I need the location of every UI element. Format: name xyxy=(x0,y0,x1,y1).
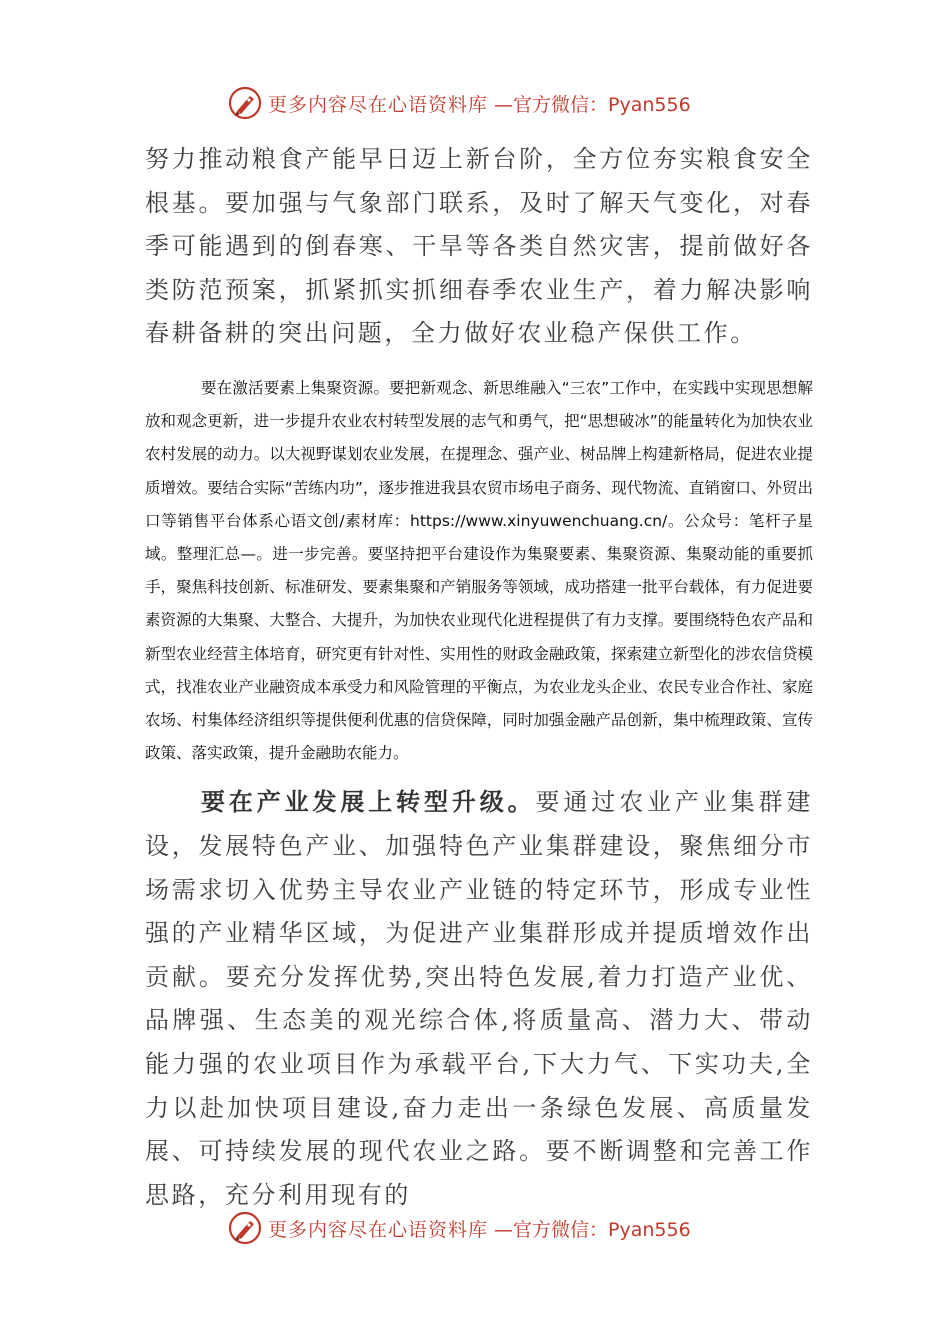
paragraph-body-text: 要通过农业产业集群建设，发展特色产业、加强特色产业集群建设，聚焦细分市场需求切入优势主导农业产业链的特定环节，形成专业性强的产业精华区域，为促进产业集群形成并提质增效作出贡献。要充分发挥优势,突出特色发展,着力打造产业优、品牌强、生态美的观光综合体,将质量高、潜力大、带动能力强的农业项目作为承载平台,下大力气、下实功夫,全力以赴加快项目建设,奋力走出一条绿色发展、高质量发展、可持续发展的现代农业之路。要不断调整和完善工作思路，充分利用现有的 xyxy=(145,788,813,1209)
paragraph-resource-elements: 要在激活要素上集聚资源。要把新观念、新思维融入“三农”工作中，在实践中实现思想解放和观念更新，进一步提升农业农村转型发展的志气和勇气，把“思想破冰”的能量转化为加快农业农村发展的动力。以大视野谋划农业发展，在提理念、强产业、树品牌上构建新格局，促进农业提质增效。要结合实际“苦练内功”，逐步推进我县农贸市场电子商务、现代物流、直销窗口、外贸出口等销售平台体系心语文创/素材库：https://www.xinyuwenchuang.cn/。公众号：笔杆子星域。整理汇总—。进一步完善。要坚持把平台建设作为集聚要素、集聚资源、集聚动能的重要抓手，聚焦科技创新、标准研发、要素集聚和产销服务等领域，成功搭建一批平台载体，有力促进要素资源的大集聚、大整合、大提升，为加快农业现代化进程提供了有力支撑。要围绕特色农产品和新型农业经营主体培育，研究更有针对性、实用性的财政金融政策，探索建立新型化的涉农信贷模式，找准农业产业融资成本承受力和风险管理的平衡点，为农业龙头企业、农民专业合作社、家庭农场、村集体经济组织等提供便利优惠的信贷保障，同时加强金融产品创新，集中梳理政策、宣传政策、落实政策，提升金融助农能力。 xyxy=(145,378,813,763)
document-body xyxy=(145,138,813,1217)
footer-contact: —官方微信：Pyan556 xyxy=(494,1218,691,1241)
footer-slogan: 更多内容尽在心语资料库 xyxy=(268,1218,489,1241)
header-contact: —官方微信：Pyan556 xyxy=(494,93,691,116)
footer-banner xyxy=(228,1211,691,1245)
pen-circle-logo-icon xyxy=(228,86,262,120)
header-slogan: 更多内容尽在心语资料库 xyxy=(268,93,489,116)
paragraph-lead-heading: 要在产业发展上转型升级。 xyxy=(201,787,536,817)
pen-circle-logo-icon xyxy=(228,1211,262,1245)
paragraph-industry-upgrade xyxy=(145,780,813,1217)
header-banner xyxy=(228,86,691,120)
paragraph-grain-security: 努力推动粮食产能早日迈上新台阶，全方位夯实粮食安全根基。要加强与气象部门联系，及时了解天气变化，对春季可能遇到的倒春寒、干旱等各类自然灾害，提前做好各类防范预案，抓紧抓实抓细春季农业生产，着力解决影响春耕备耕的突出问题，全力做好农业稳产保供工作。 xyxy=(145,145,813,348)
